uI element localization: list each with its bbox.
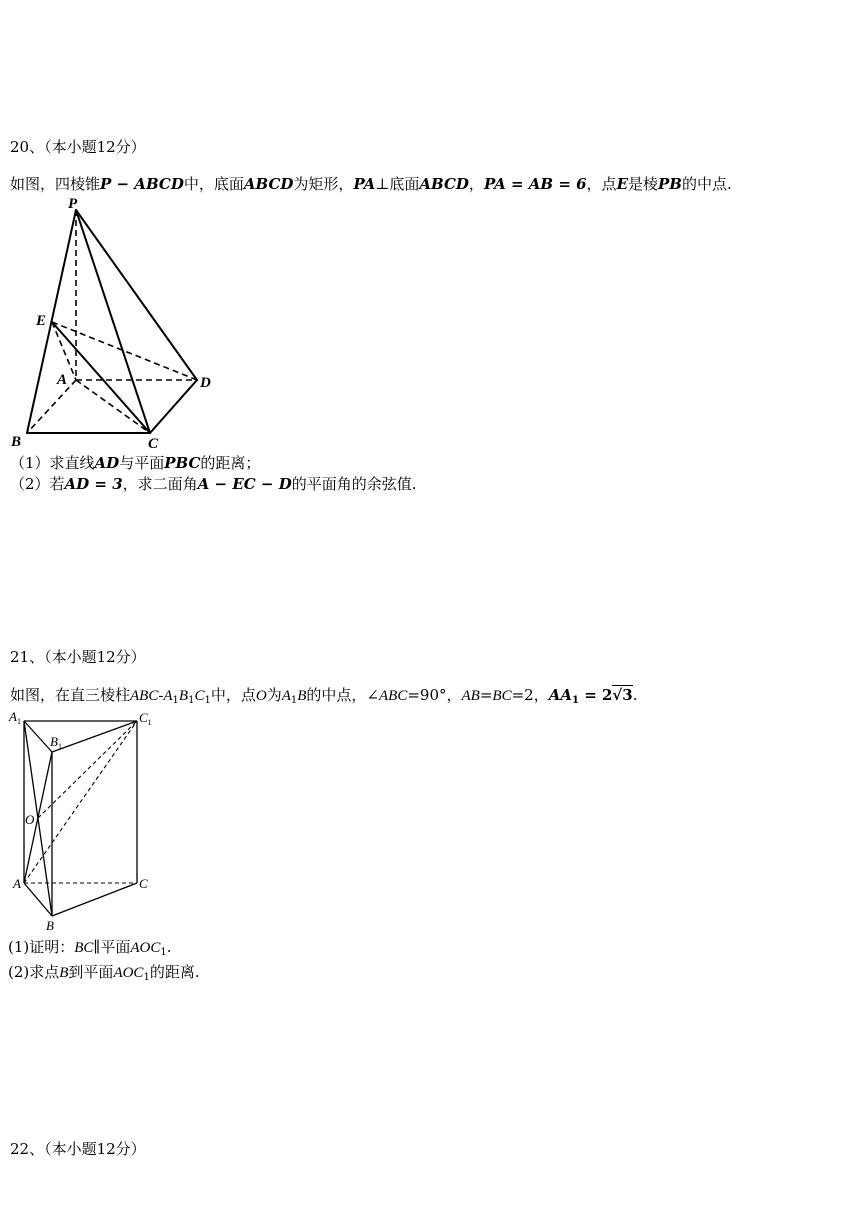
- text: 如图，在直三棱柱: [10, 686, 131, 704]
- text: ∥平面: [93, 938, 131, 956]
- label-e: E: [36, 313, 47, 329]
- math: ABC-A: [130, 688, 173, 704]
- label-b: B: [46, 918, 54, 933]
- math: PA: [353, 175, 376, 193]
- math: C: [194, 688, 205, 704]
- label-c1: $C_1$: [139, 710, 152, 727]
- math: BC: [74, 940, 94, 956]
- math: O: [255, 688, 267, 704]
- edge-ac: [76, 380, 150, 433]
- edge-pd: [76, 210, 197, 380]
- math: A − EC − D: [197, 475, 292, 493]
- q20-part1: [10, 452, 260, 473]
- text: 是棱: [628, 175, 659, 193]
- subscript: 1: [172, 695, 179, 706]
- label-p: P: [68, 196, 78, 212]
- label-c: C: [148, 436, 159, 452]
- subscript: 1: [204, 695, 211, 706]
- text: .: [632, 686, 638, 704]
- math: AA: [548, 686, 572, 704]
- q21-part1: [8, 936, 172, 958]
- math: AD: [94, 454, 120, 472]
- text: 与平面: [119, 454, 165, 472]
- text: .: [166, 938, 172, 956]
- q21-stem: [10, 684, 638, 706]
- math: AOC: [130, 940, 161, 956]
- math: PA = AB = 6: [483, 175, 587, 193]
- edge-pc: [76, 210, 150, 433]
- text: ，点: [586, 175, 617, 193]
- math: B: [178, 688, 189, 704]
- text: 为矩形，: [293, 175, 354, 193]
- edge-cd: [150, 380, 197, 433]
- label-d: D: [200, 375, 211, 391]
- math: PB: [658, 175, 682, 193]
- math: PBC: [164, 454, 201, 472]
- subscript: 1: [290, 695, 298, 706]
- edge-bc: [52, 883, 137, 916]
- text: =: [479, 686, 493, 704]
- label-o: O: [25, 812, 35, 827]
- label-a: A: [13, 876, 21, 891]
- prism-figure: [0, 705, 170, 935]
- text: 的中点，: [306, 686, 367, 704]
- math: P − ABCD: [100, 175, 184, 193]
- text: (1)证明：: [8, 938, 75, 956]
- q20-header: 20、（本小题12分）: [10, 138, 146, 156]
- math: AB: [461, 688, 480, 704]
- q22-header: 22、（本小题12分）: [10, 1140, 146, 1158]
- angle-symbol: ∠: [366, 686, 380, 704]
- subscript: 1: [160, 947, 167, 958]
- text: 的距离.: [149, 963, 200, 981]
- math: = 2: [578, 686, 613, 704]
- q21-header: 21、（本小题12分）: [10, 648, 146, 666]
- edge-b1c1: [52, 721, 137, 752]
- label-b: B: [11, 434, 22, 450]
- text: 为: [266, 686, 282, 704]
- text: 到平面: [68, 963, 114, 981]
- label-b1: $B_1$: [50, 734, 62, 751]
- text: 中，点: [210, 686, 256, 704]
- subscript: 1: [143, 972, 150, 983]
- label-c: C: [139, 876, 148, 891]
- text: 的距离；: [200, 454, 261, 472]
- math: AOC: [113, 965, 144, 981]
- label-a: A: [57, 372, 68, 388]
- text: （2）若: [10, 475, 65, 493]
- q20-part2: [10, 473, 417, 494]
- q21-part2: [8, 961, 200, 983]
- text: （1）求直线: [10, 454, 95, 472]
- subscript: 1: [188, 695, 195, 706]
- text: ⊥底面: [375, 175, 420, 193]
- math: AD = 3: [64, 475, 123, 493]
- text: =90°，: [407, 686, 462, 704]
- math: BC: [492, 688, 512, 704]
- math: E: [616, 175, 628, 193]
- text: 如图，四棱锥: [10, 175, 101, 193]
- sqrt: √3: [612, 686, 633, 704]
- edge-ab: [27, 380, 76, 433]
- text: =2，: [511, 686, 549, 704]
- text: ，求二面角: [122, 475, 198, 493]
- text: 的平面角的余弦值.: [291, 475, 417, 493]
- label-a1: $A_1$: [9, 709, 21, 726]
- text: (2)求点: [8, 963, 60, 981]
- math: B: [297, 688, 307, 704]
- text: 中，底面: [183, 175, 244, 193]
- subscript: 1: [572, 695, 579, 706]
- math: ABCD: [243, 175, 294, 193]
- math: ABC: [379, 688, 408, 704]
- text: ，: [468, 175, 484, 193]
- math: ABCD: [419, 175, 469, 193]
- text: 的中点.: [681, 175, 732, 193]
- math: B: [59, 965, 69, 981]
- pyramid-figure: [0, 190, 260, 452]
- math: A: [281, 688, 291, 704]
